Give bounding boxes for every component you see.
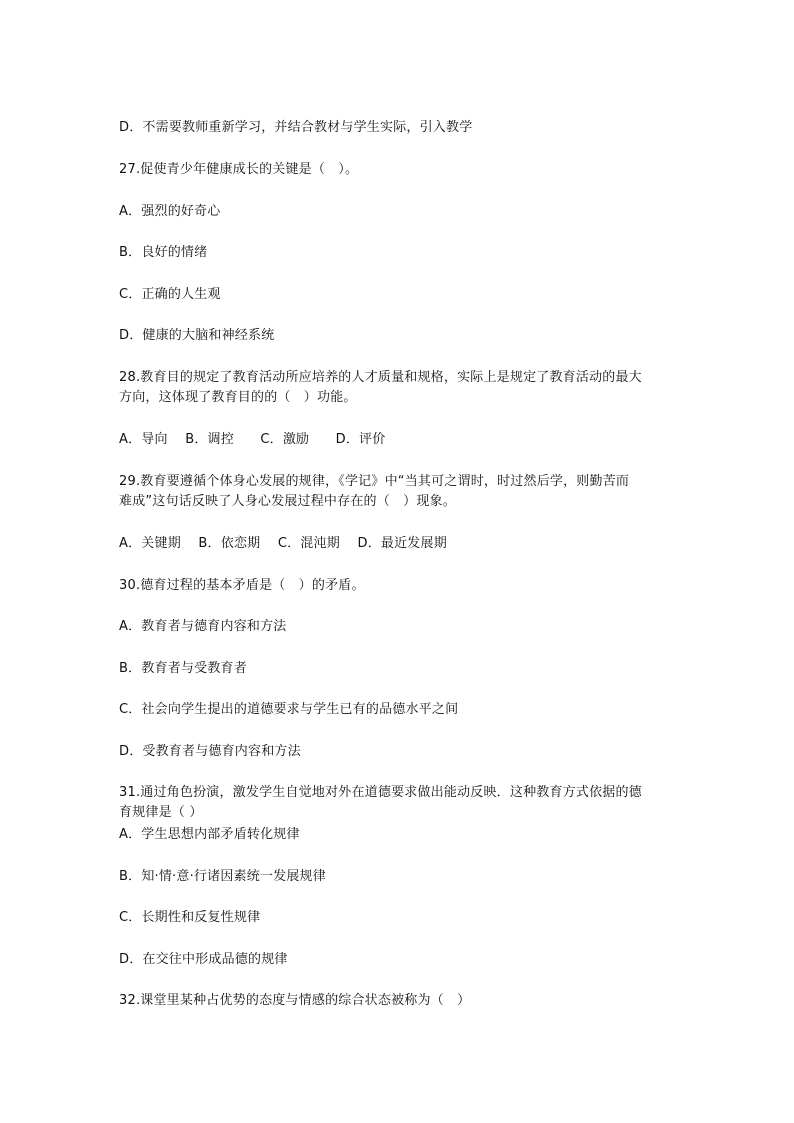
question-27: 27.促使青少年健康成长的关键是（ ）。 (119, 162, 359, 177)
option-27-d: D．健康的大脑和神经系统 (119, 328, 275, 343)
question-29-line-2: 难成”这句话反映了人身心发展过程中存在的（ ）现象。 (119, 494, 456, 509)
question-28-line-1: 28.教育目的规定了教育活动所应培养的人才质量和规格，实际上是规定了教育活动的最大 (119, 370, 642, 385)
question-30: 30.德育过程的基本矛盾是（ ）的矛盾。 (119, 578, 365, 593)
question-28-line-2: 方向，这体现了教育目的的（ ）功能。 (119, 390, 357, 405)
option-27-b: B．良好的情绪 (119, 245, 208, 260)
question-31-line-1: 31.通过角色扮演，激发学生自觉地对外在道德要求做出能动反映．这种教育方式依据的德 (119, 785, 642, 800)
option-30-b: B．教育者与受教育者 (119, 661, 247, 676)
question-29-line-1: 29.教育要遵循个体身心发展的规律，《学记》中“当其可之谓时，时过然后学，则勤苦而 (119, 474, 630, 489)
question-31-line-2: 育规律是（ ） (119, 805, 203, 820)
option-30-d: D．受教育者与德育内容和方法 (119, 744, 301, 759)
option-31-a: A．学生思想内部矛盾转化规律 (119, 827, 300, 842)
options-28: A．导向 B．调控 C．激励 D．评价 (119, 432, 386, 447)
option-31-c: C．长期性和反复性规律 (119, 910, 261, 925)
option-26-d: D．不需要教师重新学习，并结合教材与学生实际，引入教学 (119, 120, 473, 135)
option-31-b: B．知·情·意·行诸因素统一发展规律 (119, 869, 326, 884)
option-31-d: D．在交往中形成品德的规律 (119, 952, 288, 967)
option-30-c: C．社会向学生提出的道德要求与学生已有的品德水平之间 (119, 702, 459, 717)
options-29: A．关键期 B．依恋期 C．混沌期 D．最近发展期 (119, 536, 447, 551)
option-27-a: A．强烈的好奇心 (119, 204, 221, 219)
option-27-c: C．正确的人生观 (119, 287, 221, 302)
option-30-a: A．教育者与德育内容和方法 (119, 619, 287, 634)
question-32: 32.课堂里某种占优势的态度与情感的综合状态被称为（ ） (119, 993, 471, 1008)
